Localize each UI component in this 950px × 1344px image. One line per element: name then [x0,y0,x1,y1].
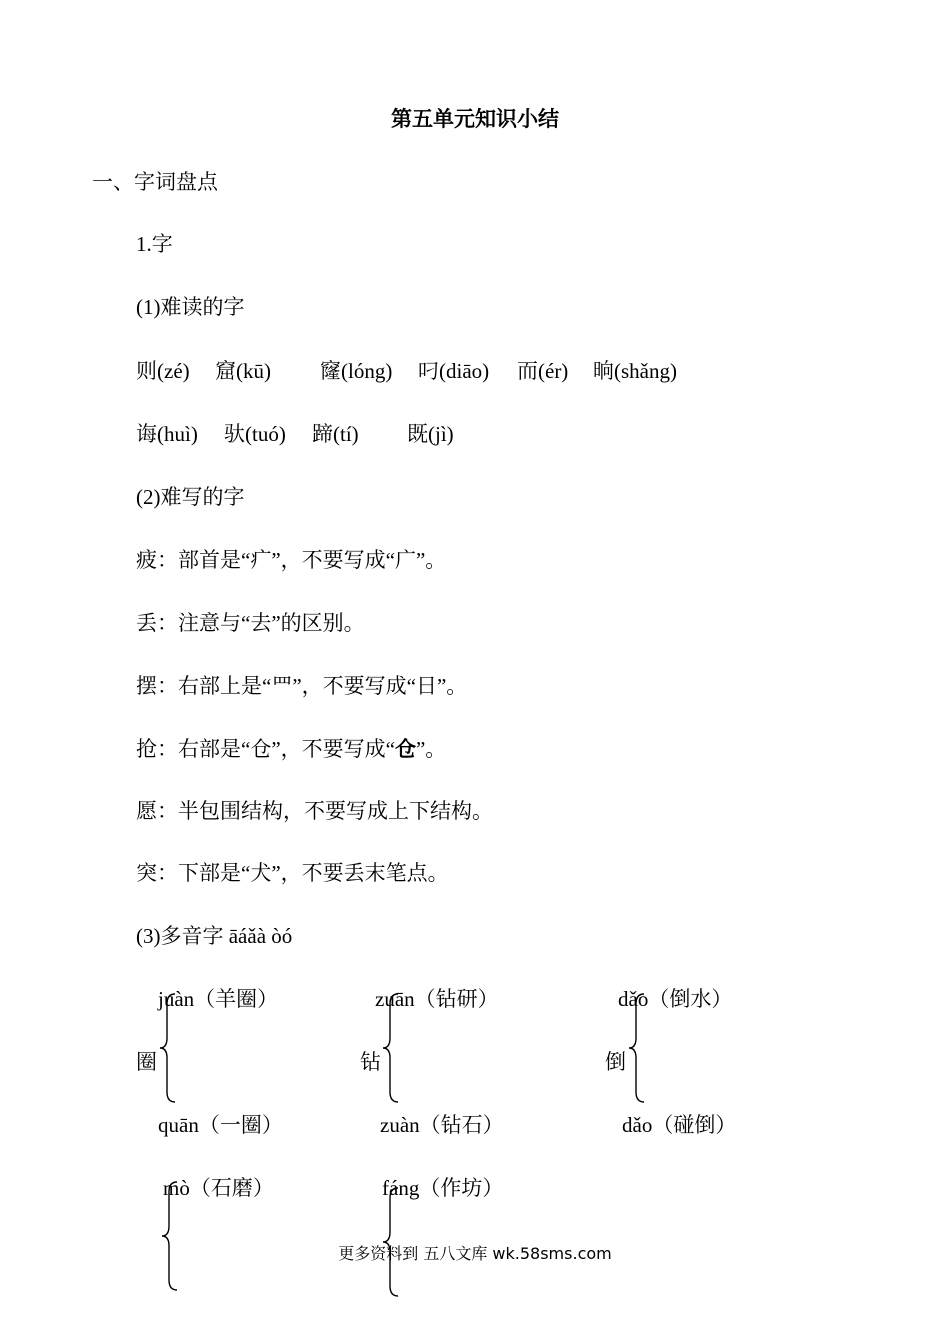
polyphonic-reading-bottom: zuàn（钻石） [380,1113,504,1137]
hard-read-item: 既(jì) [407,422,454,446]
page-title: 第五单元知识小结 [391,107,559,131]
polyphonic-reading-top: dǎo（倒水） [618,987,733,1011]
polyphonic-char: 钻 [360,1050,381,1074]
polyphonic-reading-top: fáng（作坊） [382,1176,504,1200]
hard-write-item: 愿：半包围结构，不要写成上下结构。 [136,799,493,823]
hard-write-heading: (2)难写的字 [136,485,245,509]
hard-read-item: 晌(shǎng) [593,359,677,383]
hard-write-item [136,735,446,763]
polyphonic-char: 倒 [605,1050,626,1074]
hard-read-item: 蹄(tí) [312,422,359,446]
hard-read-item: 诲(huì) [136,422,198,446]
hard-write-item: 丢：注意与“去”的区别。 [136,611,365,635]
polyphonic-reading-top: mò（石磨） [163,1176,274,1200]
hard-read-item: 窟(kū) [215,359,271,383]
hard-read-item: 驮(tuó) [224,422,286,446]
hard-write-item-end: ”。 [415,737,447,761]
polyphonic-reading-top: juàn（羊圈） [158,987,279,1011]
hard-read-item: 则(zé) [136,359,190,383]
polyphonic-heading: (3)多音字 āáǎà òó [136,924,293,948]
footer-watermark: 更多资料到 五八文库 wk.58sms.com [338,1244,612,1263]
brace-icon [627,992,649,1104]
brace-icon [158,992,180,1104]
hard-write-item-text: 抢：右部是“仓”，不要写成“ [136,737,395,761]
hard-read-heading: (1)难读的字 [136,295,245,319]
hard-write-wrong-char: 仓 [394,737,416,761]
hard-read-item: 叼(diāo) [418,359,490,383]
subsection-characters: 1.字 [136,232,173,256]
hard-read-item: 而(ér) [517,359,569,383]
polyphonic-char: 圈 [136,1050,157,1074]
hard-write-item: 突：下部是“犬”，不要丢末笔点。 [136,861,449,885]
brace-icon [160,1180,182,1292]
hard-write-item: 摆：右部上是“罒”，不要写成“日”。 [136,674,468,698]
polyphonic-reading-top: zuān（钻研） [375,987,499,1011]
hard-write-item: 疲：部首是“疒”，不要写成“广”。 [136,548,447,572]
hard-read-item: 窿(lóng) [320,359,393,383]
brace-icon [381,992,403,1104]
section-heading-words: 一、字词盘点 [92,170,218,194]
polyphonic-reading-bottom: quān（一圈） [158,1113,283,1137]
polyphonic-reading-bottom: dǎo（碰倒） [622,1113,737,1137]
